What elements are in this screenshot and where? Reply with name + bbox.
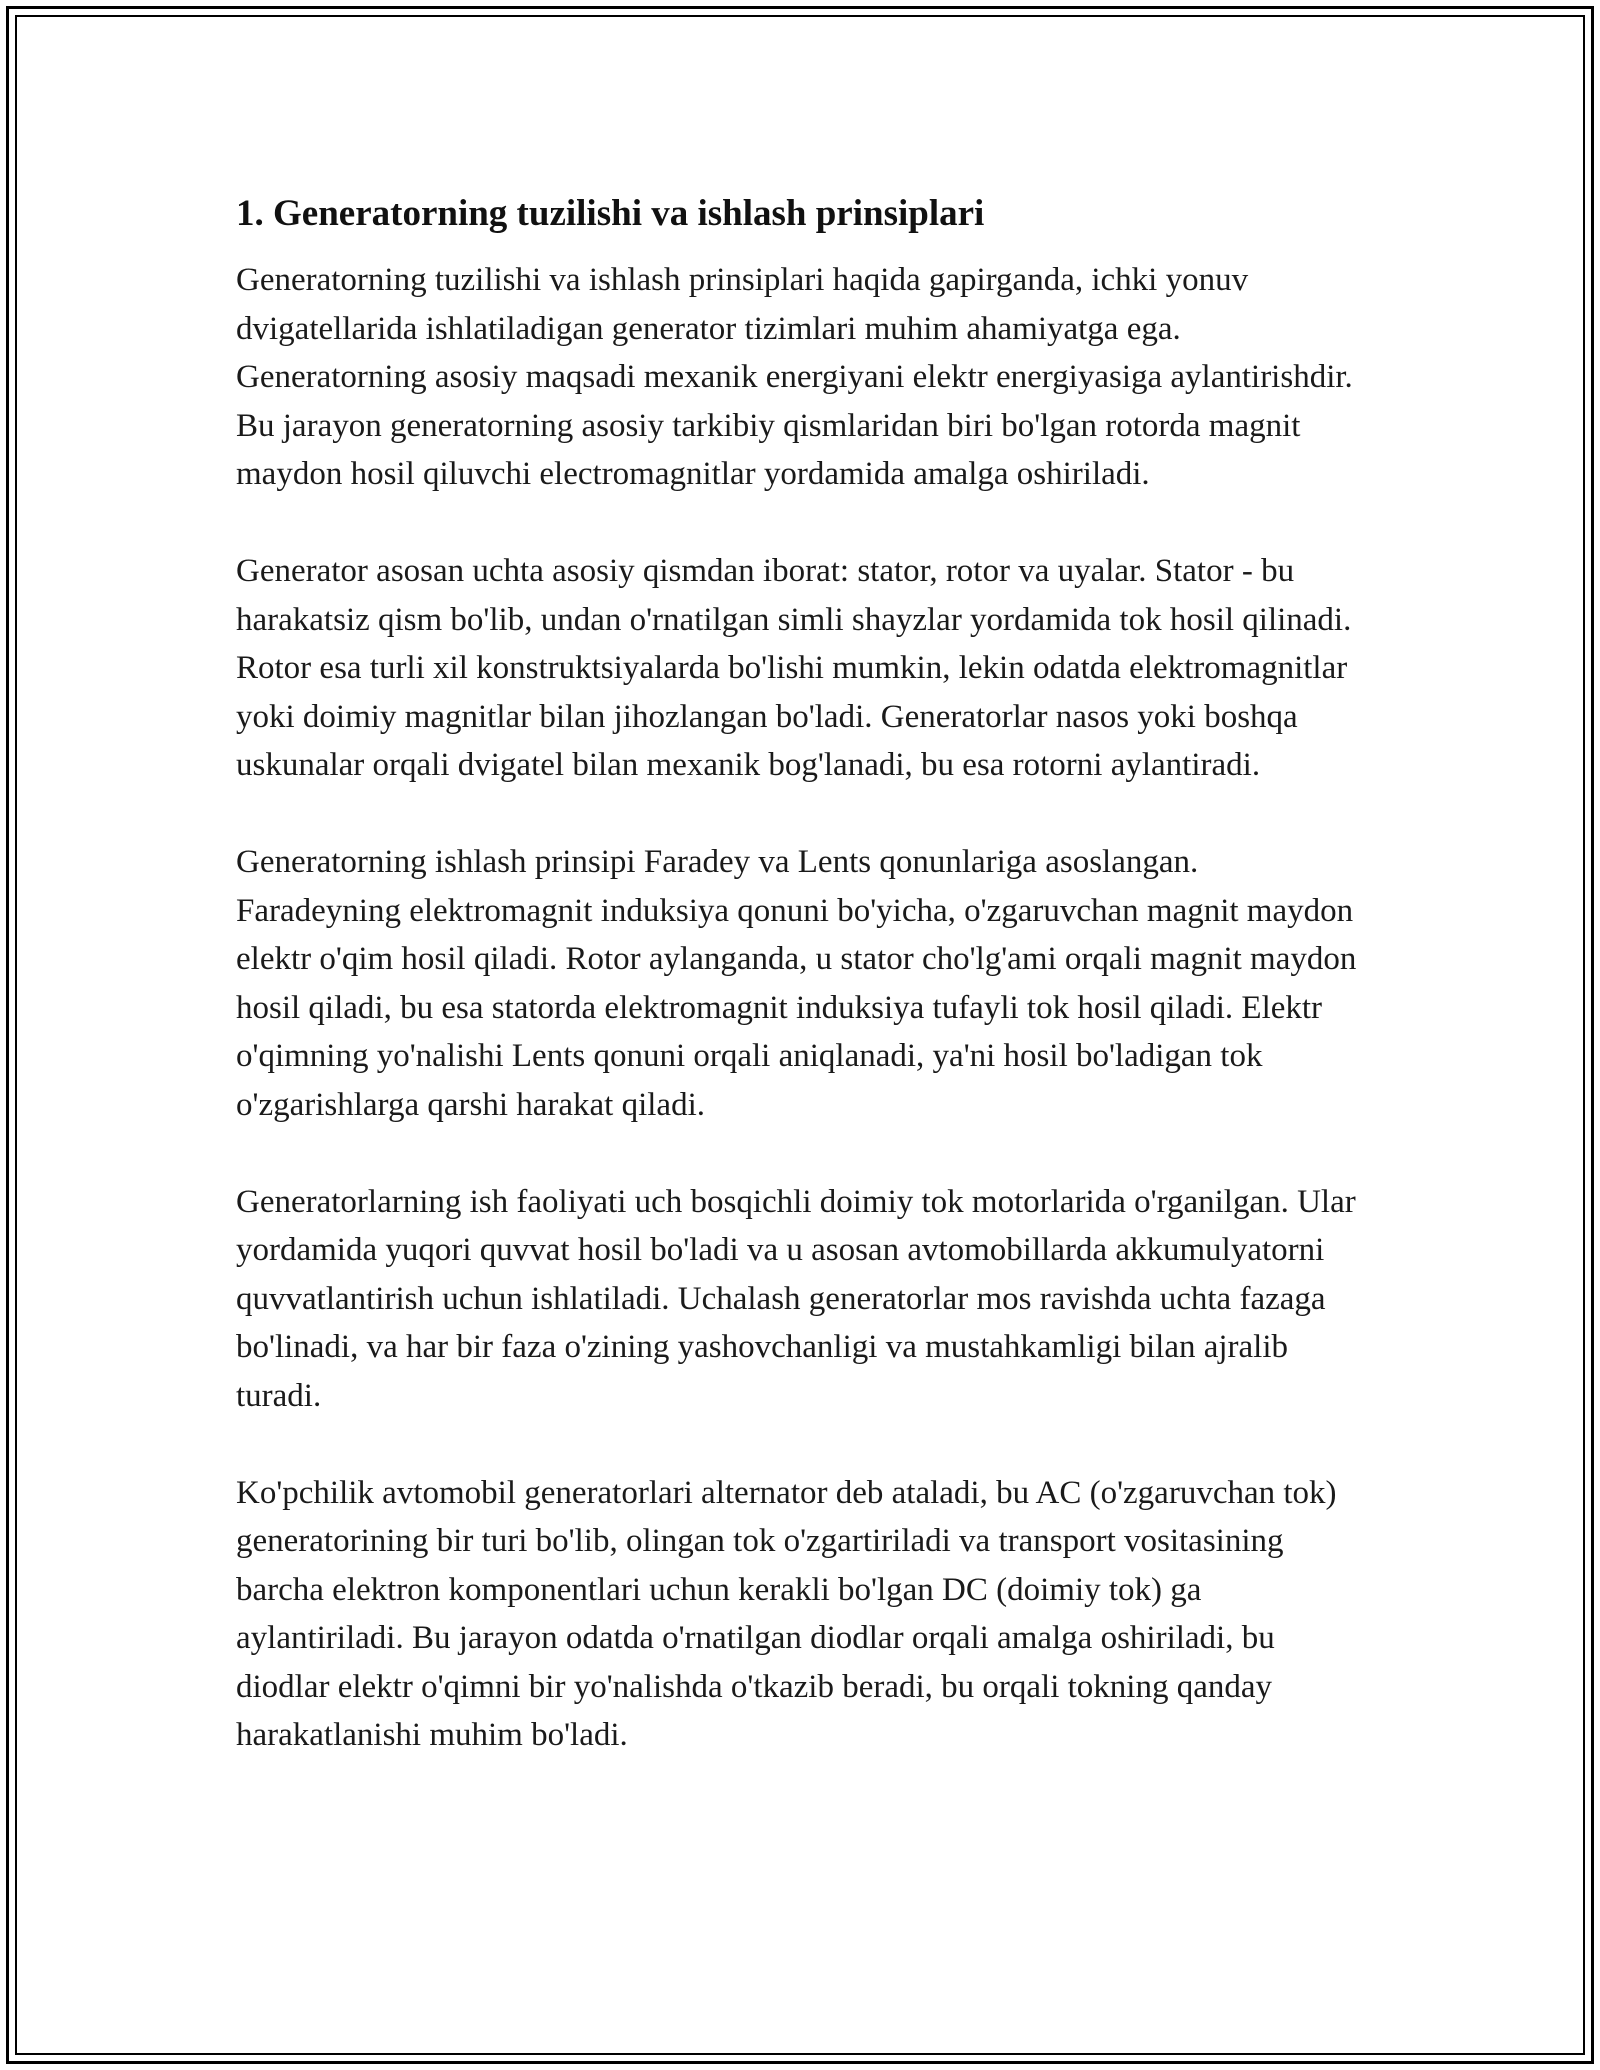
paragraph-list xyxy=(236,256,1368,1760)
paragraph: Generatorning ishlash prinsipi Faradey va Lents qonunlariga asoslangan. Faradeyning elektromagnit induksiya qonuni bo'yicha, o'zgaruvchan magnit maydon elektr o'qim hosil qiladi. Rotor aylanganda, u stator cho'lg'ami orqali magnit maydon hosil qiladi, bu esa statorda elektromagnit induksiya tufayli tok hosil qiladi. Elektr o'qimning yo'nalishi Lents qonuni orqali aniqlanadi, ya'ni hosil bo'ladigan tok o'zgarishlarga qarshi harakat qiladi. xyxy=(236,844,1357,1123)
paragraph: Generator asosan uchta asosiy qismdan iborat: stator, rotor va uyalar. Stator - bu harakatsiz qism bo'lib, undan o'rnatilgan simli shayzlar yordamida tok hosil qilinadi. Rotor esa turli xil konstruktsiyalarda bo'lishi mumkin, lekin odatda elektromagnitlar yoki doimiy magnitlar bilan jihozlangan bo'ladi. Generatorlar nasos yoki boshqa uskunalar orqali dvigatel bilan mexanik bog'lanadi, bu esa rotorni aylantiradi. xyxy=(236,553,1352,783)
section-heading: 1. Generatorning tuzilishi va ishlash prinsiplari xyxy=(236,193,985,234)
paragraph: Generatorning tuzilishi va ishlash prinsiplari haqida gapirganda, ichki yonuv dvigatellarida ishlatiladigan generator tizimlari muhim ahamiyatga ega. Generatorning asosiy maqsadi mexanik energiyani elektr energiyasiga aylantirishdir. Bu jarayon generatorning asosiy tarkibiy qismlaridan biri bo'lgan rotorda magnit maydon hosil qiluvchi electromagnitlar yordamida amalga oshiriladi. xyxy=(236,262,1353,492)
paragraph: Generatorlarning ish faoliyati uch bosqichli doimiy tok motorlarida o'rganilgan. Ular yordamida yuqori quvvat hosil bo'ladi va u asosan avtomobillarda akkumulyatorni quvvatlantirish uchun ishlatiladi. Uchalash generatorlar mos ravishda uchta fazaga bo'linadi, va har bir faza o'zining yashovchanligi va mustahkamligi bilan ajralib turadi. xyxy=(236,1183,1356,1414)
paragraph: Ko'pchilik avtomobil generatorlari alternator deb ataladi, bu AC (o'zgaruvchan tok) generatorining bir turi bo'lib, olingan tok o'zgartiriladi va transport vositasining barcha elektron komponentlari uchun kerakli bo'lgan DC (doimiy tok) ga aylantiriladi. Bu jarayon odatda o'rnatilgan diodlar orqali amalga oshiriladi, bu diodlar elektr o'qimni bir yo'nalishda o'tkazib beradi, bu orqali tokning qanday harakatlanishi muhim bo'ladi. xyxy=(236,1474,1337,1753)
document-body xyxy=(236,186,1368,1808)
